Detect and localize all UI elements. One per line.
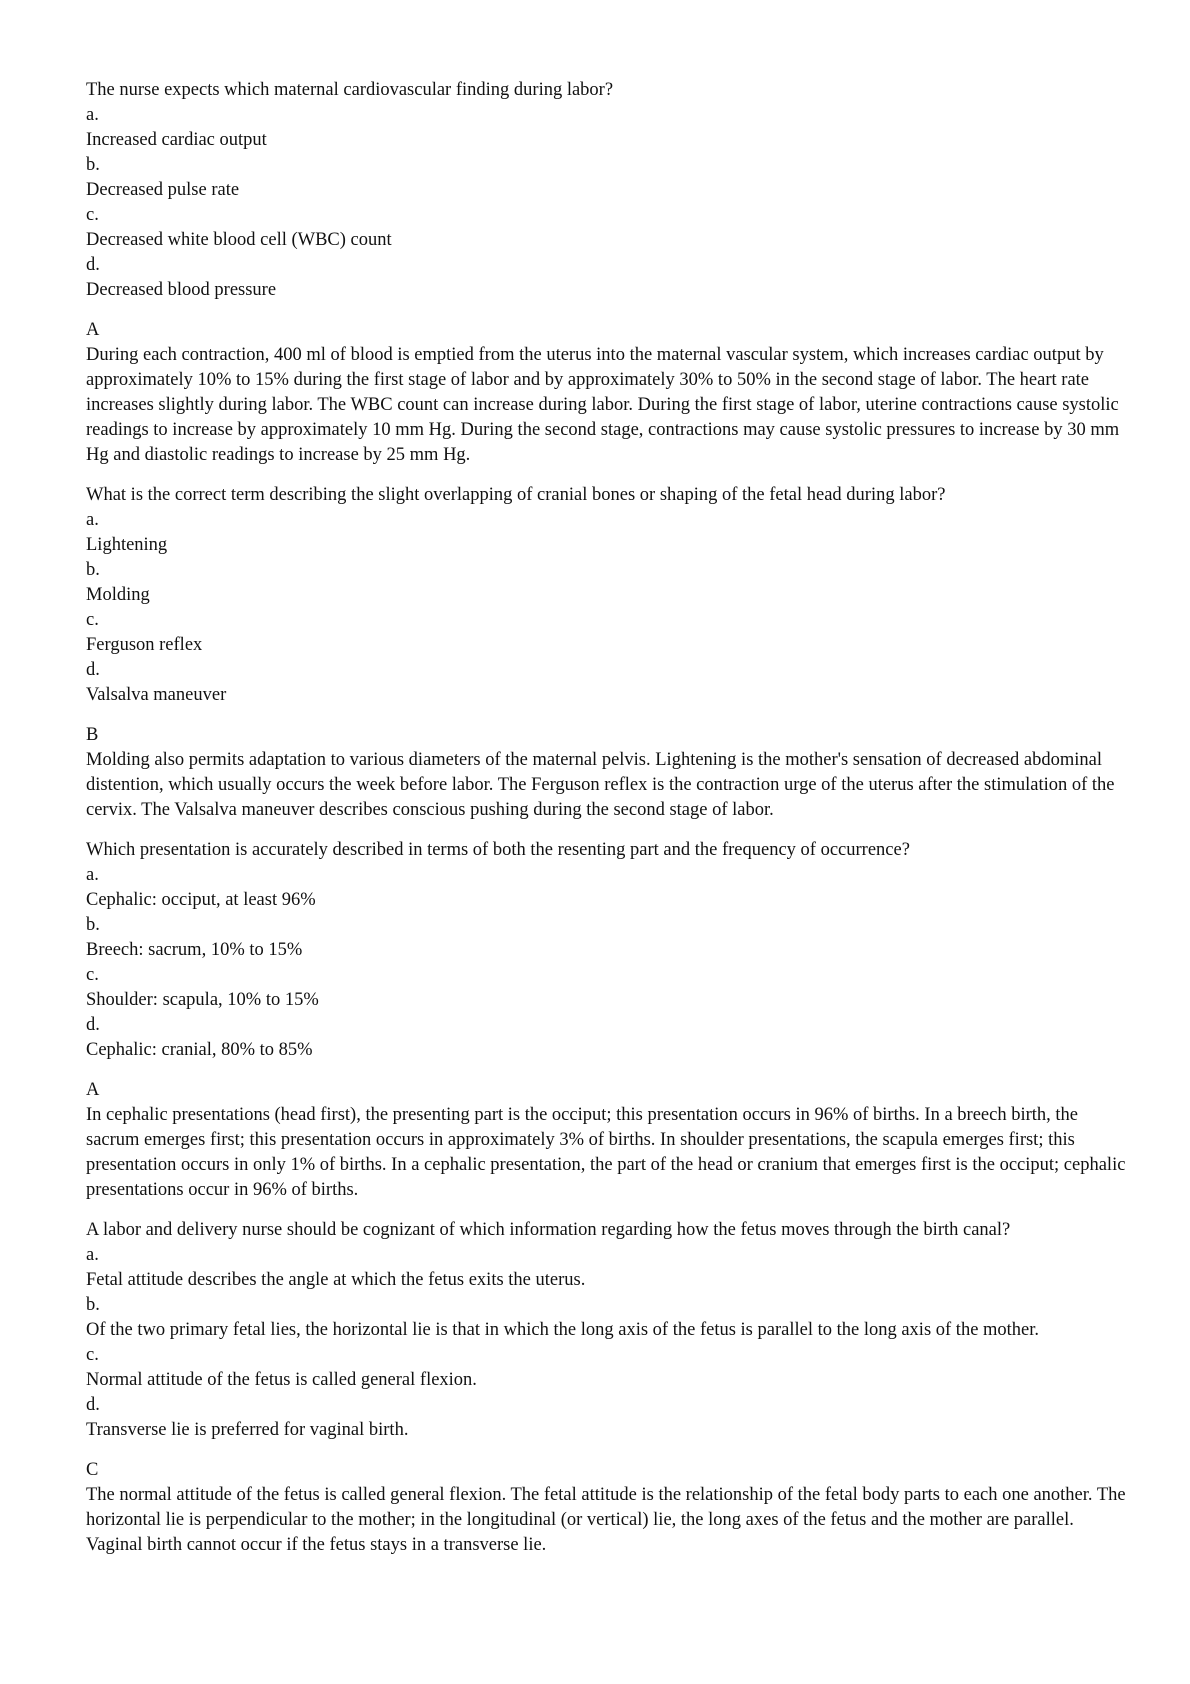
rationale-text: During each contraction, 400 ml of blood is emptied from the uterus into the maternal vascular system, which increases cardiac output by approximately 10% to 15% during the first stage of labor and by approximately 30% to 50% in the second stage of labor. The heart rate increases slightly during labor. The WBC count can increase during labor. During the first stage of labor, uterine contractions cause systolic readings to increase by approximately 10 mm Hg. During the second stage, contractions may cause systolic pressures to increase by 30 mm Hg and diastolic readings to increase by 25 mm Hg. — [86, 345, 1120, 465]
question-block — [86, 78, 1126, 303]
question-text: A labor and delivery nurse should be cognizant of which information regarding how the fetus moves through the birth canal? — [86, 1220, 1011, 1240]
option-text: Molding — [86, 585, 150, 605]
option-text: Ferguson reflex — [86, 635, 203, 655]
question-block — [86, 483, 1126, 708]
option-letter: a. — [86, 510, 99, 530]
option-letter: b. — [86, 915, 100, 935]
answer-block — [86, 1078, 1126, 1203]
option-text: Normal attitude of the fetus is called general flexion. — [86, 1370, 477, 1390]
option-letter: c. — [86, 965, 99, 985]
answer-letter: B — [86, 725, 99, 745]
answer-letter: C — [86, 1460, 99, 1480]
option-letter: b. — [86, 1295, 100, 1315]
option-letter: a. — [86, 105, 99, 125]
option-letter: d. — [86, 660, 100, 680]
option-text: Of the two primary fetal lies, the horizontal lie is that in which the long axis of the fetus is parallel to the long axis of the mother. — [86, 1320, 1040, 1340]
option-letter: d. — [86, 255, 100, 275]
answer-block — [86, 723, 1126, 823]
rationale-text: In cephalic presentations (head first), the presenting part is the occiput; this presentation occurs in 96% of births. In a breech birth, the sacrum emerges first; this presentation occurs in approximately 3% of births. In shoulder presentations, the scapula emerges first; this presentation occurs in only 1% of births. In a cephalic presentation, the part of the head or cranium that emerges first is the occiput; cephalic presentations occur in 96% of births. — [86, 1105, 1126, 1200]
question-text: What is the correct term describing the slight overlapping of cranial bones or shaping of the fetal head during labor? — [86, 485, 946, 505]
question-block — [86, 838, 1126, 1063]
document-page — [86, 78, 1126, 1573]
option-letter: b. — [86, 155, 100, 175]
option-letter: a. — [86, 1245, 99, 1265]
option-text: Transverse lie is preferred for vaginal birth. — [86, 1420, 409, 1440]
option-text: Cephalic: occiput, at least 96% — [86, 890, 316, 910]
answer-letter: A — [86, 1080, 100, 1100]
option-letter: d. — [86, 1395, 100, 1415]
answer-block — [86, 1458, 1126, 1558]
option-letter: b. — [86, 560, 100, 580]
option-letter: d. — [86, 1015, 100, 1035]
option-text: Fetal attitude describes the angle at which the fetus exits the uterus. — [86, 1270, 586, 1290]
option-text: Lightening — [86, 535, 168, 555]
answer-block — [86, 318, 1126, 468]
question-text: The nurse expects which maternal cardiovascular finding during labor? — [86, 80, 614, 100]
option-text: Increased cardiac output — [86, 130, 267, 150]
option-text: Shoulder: scapula, 10% to 15% — [86, 990, 319, 1010]
option-letter: c. — [86, 610, 99, 630]
option-letter: c. — [86, 205, 99, 225]
option-text: Decreased white blood cell (WBC) count — [86, 230, 392, 250]
answer-letter: A — [86, 320, 100, 340]
question-text: Which presentation is accurately described in terms of both the resenting part and the frequency of occurrence? — [86, 840, 910, 860]
option-text: Valsalva maneuver — [86, 685, 227, 705]
option-text: Cephalic: cranial, 80% to 85% — [86, 1040, 313, 1060]
option-text: Breech: sacrum, 10% to 15% — [86, 940, 303, 960]
rationale-text: The normal attitude of the fetus is called general flexion. The fetal attitude is the relationship of the fetal body parts to each one another. The horizontal lie is perpendicular to the mother; in the longitudinal (or vertical) lie, the long axes of the fetus and the mother are parallel. Vaginal birth cannot occur if the fetus stays in a transverse lie. — [86, 1485, 1126, 1555]
option-text: Decreased pulse rate — [86, 180, 240, 200]
option-text: Decreased blood pressure — [86, 280, 277, 300]
question-block — [86, 1218, 1126, 1443]
option-letter: c. — [86, 1345, 99, 1365]
rationale-text: Molding also permits adaptation to various diameters of the maternal pelvis. Lightening is the mother's sensation of decreased abdominal distention, which usually occurs the week before labor. The Ferguson reflex is the contraction urge of the uterus after the stimulation of the cervix. The Valsalva maneuver describes conscious pushing during the second stage of labor. — [86, 750, 1115, 820]
option-letter: a. — [86, 865, 99, 885]
